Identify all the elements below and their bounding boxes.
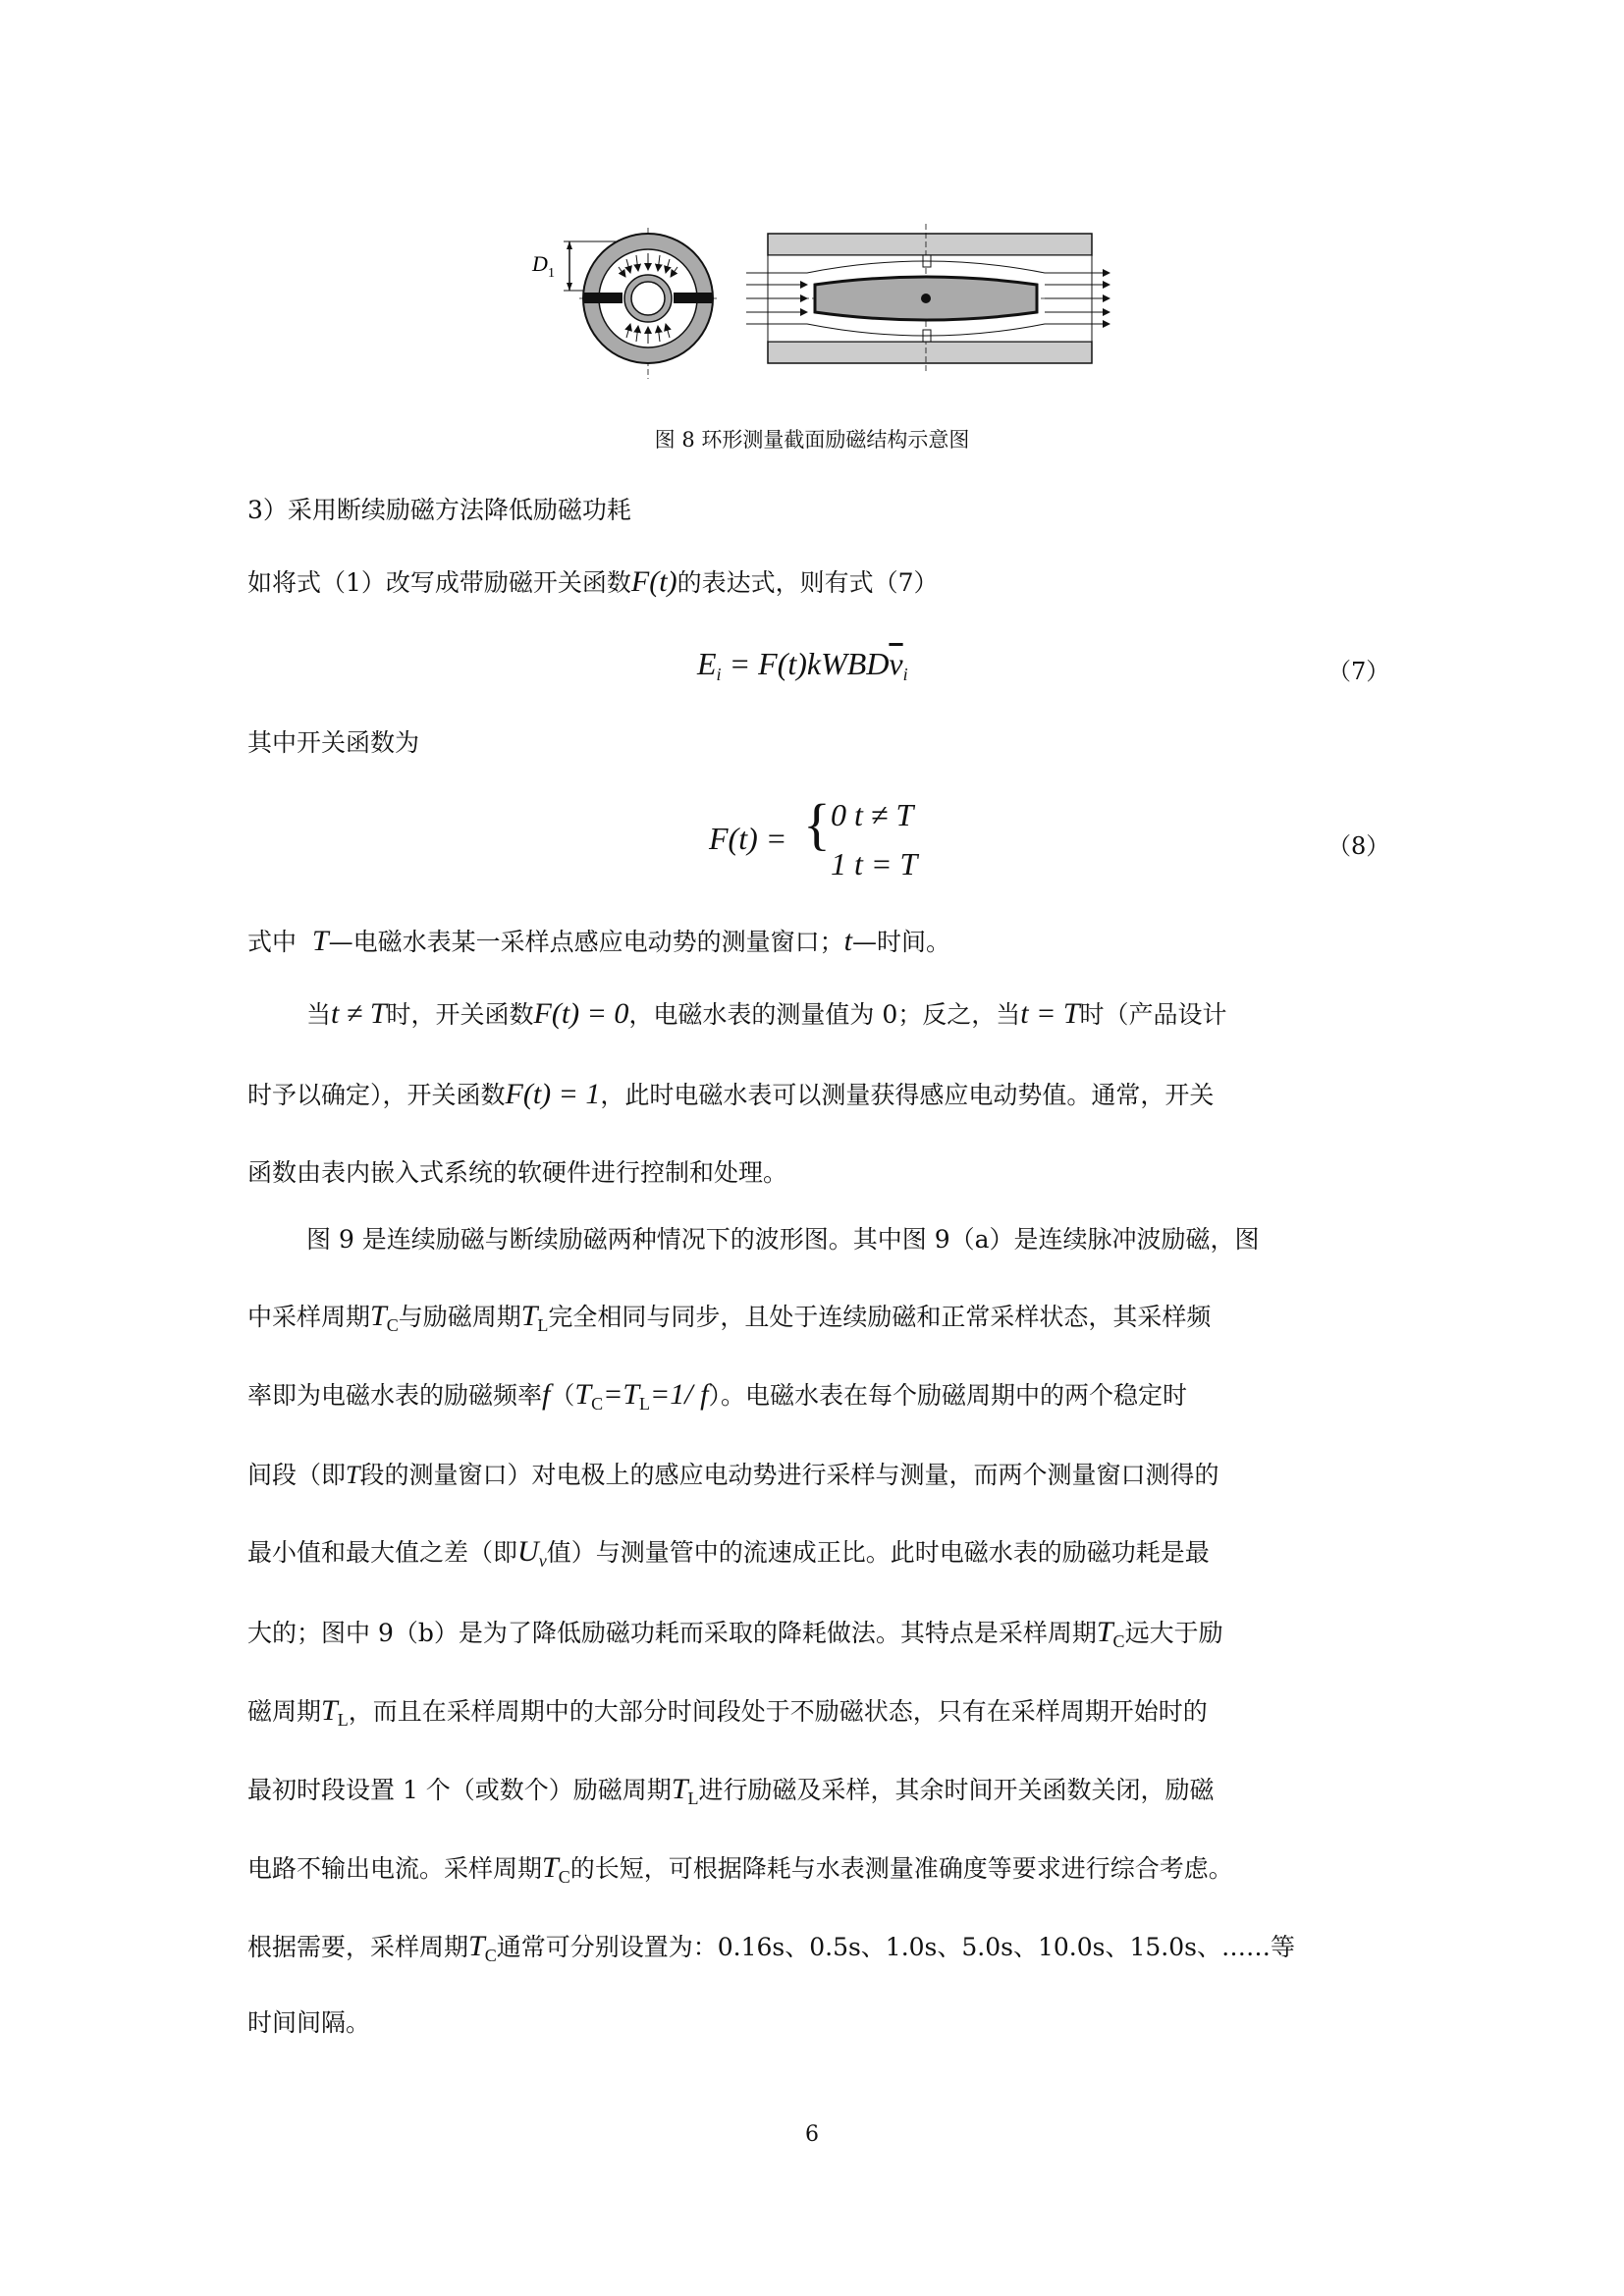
text-span: 间段（即 [247, 1461, 347, 1489]
figure-8 [520, 214, 1208, 381]
paragraph-4-line-3: 率即为电磁水表的励磁频率$f(T_C=T_L=1/$ f）。电磁水表在每个励磁周期中的两个稳定时 [247, 1378, 1187, 1414]
equation-8-lhs: F(t) = [709, 821, 787, 856]
magnetic-structure-diagram [520, 214, 1208, 381]
text-span: 时予以确定），开关函数 [247, 1081, 506, 1109]
math-f: f [542, 1378, 551, 1411]
math-freq: =1/ f [650, 1378, 709, 1411]
equation-number-8: （8） [1327, 832, 1390, 860]
math-sub: v [538, 1551, 547, 1571]
paragraph-4-line-2 [247, 1302, 1386, 1340]
text-span: （ [550, 1381, 575, 1410]
text-span: 率即为电磁水表的励磁频率 [247, 1381, 543, 1410]
text-span: ，此时电磁水表可以测量获得感应电动势值。通常，开关 [600, 1081, 1215, 1109]
paragraph-4-line-8 [247, 1775, 1386, 1813]
text-span: 根据需要，采样周期 [247, 1933, 469, 1961]
text-span: ）。电磁水表在每个励磁周期中的两个稳定时 [708, 1381, 1187, 1410]
equation-8-case-2: 1 t = T [831, 846, 918, 881]
math-sub: C [386, 1315, 399, 1335]
math-sub: L [537, 1315, 549, 1335]
math-inline: t = T [1020, 997, 1080, 1030]
paragraph-4-line-4 [247, 1461, 1386, 1490]
page-number: 6 [805, 2122, 819, 2147]
text-span: —时间。 [851, 928, 950, 956]
math-tc: T [468, 1930, 485, 1962]
text-span: 的长短，可根据降耗与水表测量准确度等要求进行综合考虑。 [569, 1854, 1233, 1883]
paragraph-4-line-5 [247, 1537, 1386, 1575]
paragraph-4-line-1: 图 9 是连续励磁与断续励磁两种情况下的波形图。其中图 9（a）是连续脉冲波励磁，图 [306, 1225, 1260, 1254]
math-inline: F(t) = 0 [533, 997, 629, 1030]
math-t-lower: t [843, 925, 852, 957]
math-tc: T [574, 1378, 592, 1411]
text-span: 最初时段设置 1 个（或数个）励磁周期 [247, 1776, 672, 1804]
paragraph-1 [247, 567, 1386, 598]
text-span: —电磁水表某一采样点感应电动势的测量窗口； [328, 928, 844, 956]
paragraph-4-line-6 [247, 1618, 1386, 1656]
text-span: 电路不输出电流。采样周期 [247, 1854, 543, 1883]
text-span: 如将式（1）改写成带励磁开关函数 [247, 568, 631, 597]
text-span: 的表达式，则有式（7） [677, 568, 939, 597]
equation-number-7: （7） [1327, 658, 1390, 685]
equation-7 [697, 646, 908, 685]
eq7-rhs: = F(t)kWBD [721, 646, 890, 681]
definition-line [247, 927, 1386, 957]
text-span: 当 [306, 1000, 332, 1029]
math-inline: t ≠ T [331, 997, 387, 1030]
text-span: 通常可分别设置为：0.16s、0.5s、1.0s、5.0s、10.0s、15.0s、……等 [496, 1933, 1295, 1961]
paragraph-2: 其中开关函数为 [247, 728, 420, 757]
paragraph-4-line-10 [247, 1932, 1386, 1970]
math-ft: F(t) [630, 565, 677, 598]
eq7-e: E [697, 646, 717, 681]
d1-label: D [532, 251, 548, 276]
text-span: 远大于励 [1124, 1619, 1223, 1647]
math-tc: T [1096, 1616, 1113, 1648]
paragraph-3-line-3: 函数由表内嵌入式系统的软硬件进行控制和处理。 [247, 1158, 788, 1187]
math-sub: C [591, 1394, 604, 1414]
text-span: 段的测量窗口）对电极上的感应电动势进行采样与测量，而两个测量窗口测得的 [359, 1461, 1219, 1489]
math-tl: T [623, 1378, 640, 1411]
brace-icon: { [803, 792, 831, 856]
paragraph-3-line-2 [247, 1080, 1386, 1110]
text-span: 进行励磁及采样，其余时间开关函数关闭，励磁 [698, 1776, 1215, 1804]
text-span: 值）与测量管中的流速成正比。此时电磁水表的励磁功耗是最 [546, 1538, 1210, 1567]
eq7-v: $\overline{v}$ [889, 646, 903, 681]
math-tc: T [542, 1851, 559, 1884]
text-span: 磁周期 [247, 1697, 322, 1726]
math-sub: L [337, 1710, 349, 1730]
math-sub: L [687, 1789, 699, 1808]
text-span: ，电磁水表的测量值为 0；反之，当 [628, 1000, 1021, 1029]
math-sub: C [1112, 1631, 1125, 1651]
item-3-heading: 3）采用断续励磁方法降低励磁功耗 [247, 496, 631, 524]
eq7-sub: i [716, 665, 722, 684]
math-sub: L [639, 1394, 651, 1414]
paragraph-4-line-9 [247, 1853, 1386, 1892]
math-tl: T [321, 1694, 338, 1727]
paragraph-4-line-11: 时间间隔。 [247, 2008, 371, 2037]
equation-8-case-1: 0 t ≠ T [831, 797, 914, 832]
text-span: 式中 [247, 928, 298, 956]
math-tl: T [520, 1300, 538, 1332]
paragraph-4-line-7 [247, 1696, 1386, 1735]
math-sub: C [558, 1867, 570, 1887]
paragraph-3-line-1 [306, 999, 1445, 1030]
figure-caption: 图 8 环形测量截面励磁结构示意图 [654, 428, 970, 452]
text-span: 大的；图中 9（b）是为了降低励磁功耗而采取的降耗做法。其特点是采样周期 [247, 1619, 1097, 1647]
d1-subscript: 1 [548, 266, 555, 281]
text-span: 与励磁周期 [398, 1303, 521, 1331]
math-sub: C [484, 1946, 497, 1965]
math-t-upper: T [346, 1461, 360, 1489]
text-span: 最小值和最大值之差（即 [247, 1538, 518, 1567]
math-t-upper: T [311, 925, 329, 957]
eq7-vsub: i [902, 665, 908, 684]
text-span: 时（产品设计 [1079, 1000, 1227, 1029]
math-inline: F(t) = 1 [505, 1078, 601, 1110]
math-tc: T [370, 1300, 387, 1332]
text-span: 完全相同与同步，且处于连续励磁和正常采样状态，其采样频 [548, 1303, 1212, 1331]
text-span: 时，开关函数 [386, 1000, 534, 1029]
text-span: ，而且在采样周期中的大部分时间段处于不励磁状态，只有在采样周期开始时的 [348, 1697, 1208, 1726]
math-uv: U [517, 1535, 539, 1568]
math-tl: T [671, 1773, 688, 1805]
text-span: 中采样周期 [247, 1303, 371, 1331]
